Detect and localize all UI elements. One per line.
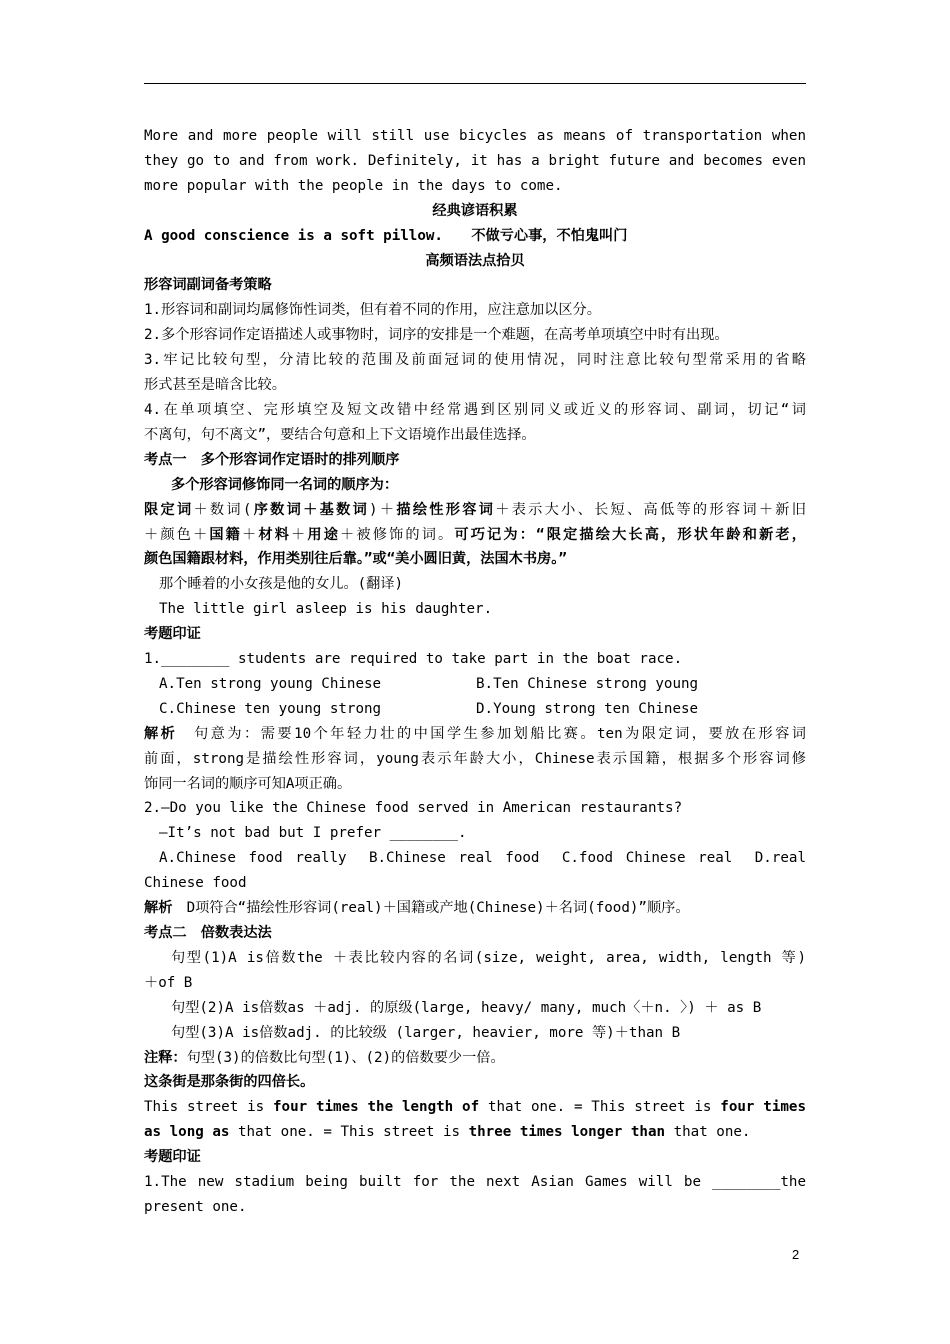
question: present one. <box>144 1198 247 1215</box>
question: 1.The new stadium being built for the next Asian Games will be ________the <box>144 1174 806 1191</box>
pattern-line: ＋of B <box>144 974 193 991</box>
analysis-label: 解析 <box>144 900 173 917</box>
analysis-text: 句意为：需要10个年轻力壮的中国学生参加划船比赛。ten为限定词，要放在形容词 <box>177 725 806 742</box>
example-text: that one. = This street is <box>479 1099 721 1116</box>
proverb-english: A good conscience is a soft pillow. <box>144 227 443 244</box>
order-text: ＋ <box>242 526 259 543</box>
pattern-line: 句型(2)A is倍数as ＋adj. 的原级(large, heavy/ many, much〈＋n. 〉) ＋ as B <box>171 999 762 1016</box>
order-text: )＋ <box>369 501 397 518</box>
mnemonic-line: 颜色国籍跟材料，作用类别往后靠。”或“美小圆旧黄，法国木书房。” <box>144 551 567 568</box>
page-content <box>144 124 806 1220</box>
page-number: 2 <box>792 1247 800 1262</box>
grammar-tip: 1.形容词和副词均属修饰性词类，但有着不同的作用，应注意加以区分。 <box>144 302 601 319</box>
analysis-line: 前面，strong是描绘性形容词，young表示年龄大小，Chinese表示国籍，根据多个形容词修 <box>144 750 806 767</box>
point2-title: 考点二 倍数表达法 <box>144 925 272 941</box>
option-b: B.Ten Chinese strong young <box>476 675 699 692</box>
order-term: 限定词 <box>144 501 194 518</box>
order-text: ＋表示大小、长短、高低等的形容词＋新旧 <box>495 501 806 518</box>
options-row: A.Chinese food really B.Chinese real food C.food Chinese real D.real <box>159 850 806 867</box>
note-line <box>144 1046 806 1071</box>
intro-line: they go to and from work. Definitely, it has a bright future and becomes even <box>144 152 806 169</box>
intro-line: More and more people will still use bicycles as means of transportation when <box>144 128 806 144</box>
order-text: ＋颜色＋ <box>144 526 210 543</box>
example-english: The little girl asleep is his daughter. <box>159 601 493 618</box>
exam-heading: 考题印证 <box>144 1149 201 1166</box>
option-d: D.Young strong ten Chinese <box>476 700 699 717</box>
example-emphasis: four times the length of <box>272 1099 480 1116</box>
proverb-heading: 经典谚语积累 <box>432 202 518 219</box>
order-text: ＋数词( <box>193 501 252 518</box>
analysis-line: 饰同一名词的顺序可知A项正确。 <box>144 775 352 792</box>
question-reply: —It’s not bad but I prefer ________. <box>159 825 467 842</box>
proverb-chinese: 不做亏心事，不怕鬼叫门 <box>471 227 628 244</box>
point1-title: 考点一 多个形容词作定语时的排列顺序 <box>144 451 400 468</box>
example-chinese: 这条街是那条街的四倍长。 <box>144 1074 315 1091</box>
exam-heading: 考题印证 <box>144 626 201 643</box>
note-text: 句型(3)的倍数比句型(1)、(2)的倍数要少一倍。 <box>186 1049 505 1066</box>
option-c: C.Chinese ten young strong <box>159 700 382 717</box>
grammar-heading: 高频语法点拾贝 <box>425 252 525 269</box>
example-chinese: 那个睡着的小女孩是他的女儿。(翻译) <box>159 576 404 593</box>
analysis-label: 解析 <box>144 725 178 742</box>
grammar-tip: 形式甚至是暗含比较。 <box>144 377 286 394</box>
options-row <box>144 672 806 697</box>
order-term: 材料 <box>258 526 292 543</box>
order-term: 用途 <box>307 526 341 543</box>
pattern-line: 句型(3)A is倍数adj. 的比较级 (larger, heavier, more 等)＋than B <box>171 1024 681 1041</box>
order-text: ＋ <box>291 526 308 543</box>
example-english <box>144 1120 806 1145</box>
pattern-line: 句型(1)A is倍数the ＋表比较内容的名词(size, weight, area, width, length 等) <box>171 949 806 966</box>
options-row <box>144 697 806 722</box>
example-english <box>144 1095 806 1120</box>
header-rule <box>144 83 806 84</box>
example-emphasis: four times <box>720 1099 806 1116</box>
order-rule-line <box>144 498 806 523</box>
option-a: A.Ten strong young Chinese <box>159 675 382 692</box>
question: 2.—Do you like the Chinese food served in American restaurants? <box>144 800 683 817</box>
intro-line: more popular with the people in the days to come. <box>144 177 563 194</box>
note-label: 注释： <box>144 1049 187 1066</box>
analysis-line <box>144 722 806 747</box>
order-text: ＋被修饰的词。 <box>340 526 455 543</box>
example-emphasis: three times longer than <box>468 1124 666 1141</box>
point1-subtitle: 多个形容词修饰同一名词的顺序为： <box>171 476 399 493</box>
question: 1.________ students are required to take part in the boat race. <box>144 651 683 668</box>
grammar-tip: 2.多个形容词作定语描述人或事物时，词序的安排是一个难题，在高考单项填空中时有出现。 <box>144 327 729 344</box>
options-row: Chinese food <box>144 875 247 892</box>
order-term: 序数词＋基数词 <box>251 501 370 518</box>
example-text: This street is <box>144 1099 273 1116</box>
order-term: 国籍 <box>209 526 243 543</box>
grammar-tip: 3.牢记比较句型，分清比较的范围及前面冠词的使用情况，同时注意比较句型常采用的省略 <box>144 352 806 369</box>
example-text: that one. <box>665 1124 751 1141</box>
example-emphasis: as long as <box>144 1124 230 1141</box>
grammar-subheading: 形容词副词备考策略 <box>144 277 272 294</box>
analysis-text: D项符合“描绘性形容词(real)＋国籍或产地(Chinese)＋名词(food)”顺序。 <box>172 900 690 917</box>
order-term: 描绘性形容词 <box>396 501 496 518</box>
analysis-line <box>144 896 806 921</box>
grammar-tip: 4.在单项填空、完形填空及短文改错中经常遇到区别同义或近义的形容词、副词，切记“词 <box>144 401 806 418</box>
grammar-tip: 不离句，句不离文”，要结合句意和上下文语境作出最佳选择。 <box>144 426 536 443</box>
proverb-line <box>144 224 806 249</box>
mnemonic: 可巧记为：“限定描绘大长高，形状年龄和新老， <box>454 526 806 543</box>
order-rule-line <box>144 523 806 548</box>
example-text: that one. = This street is <box>229 1124 469 1141</box>
